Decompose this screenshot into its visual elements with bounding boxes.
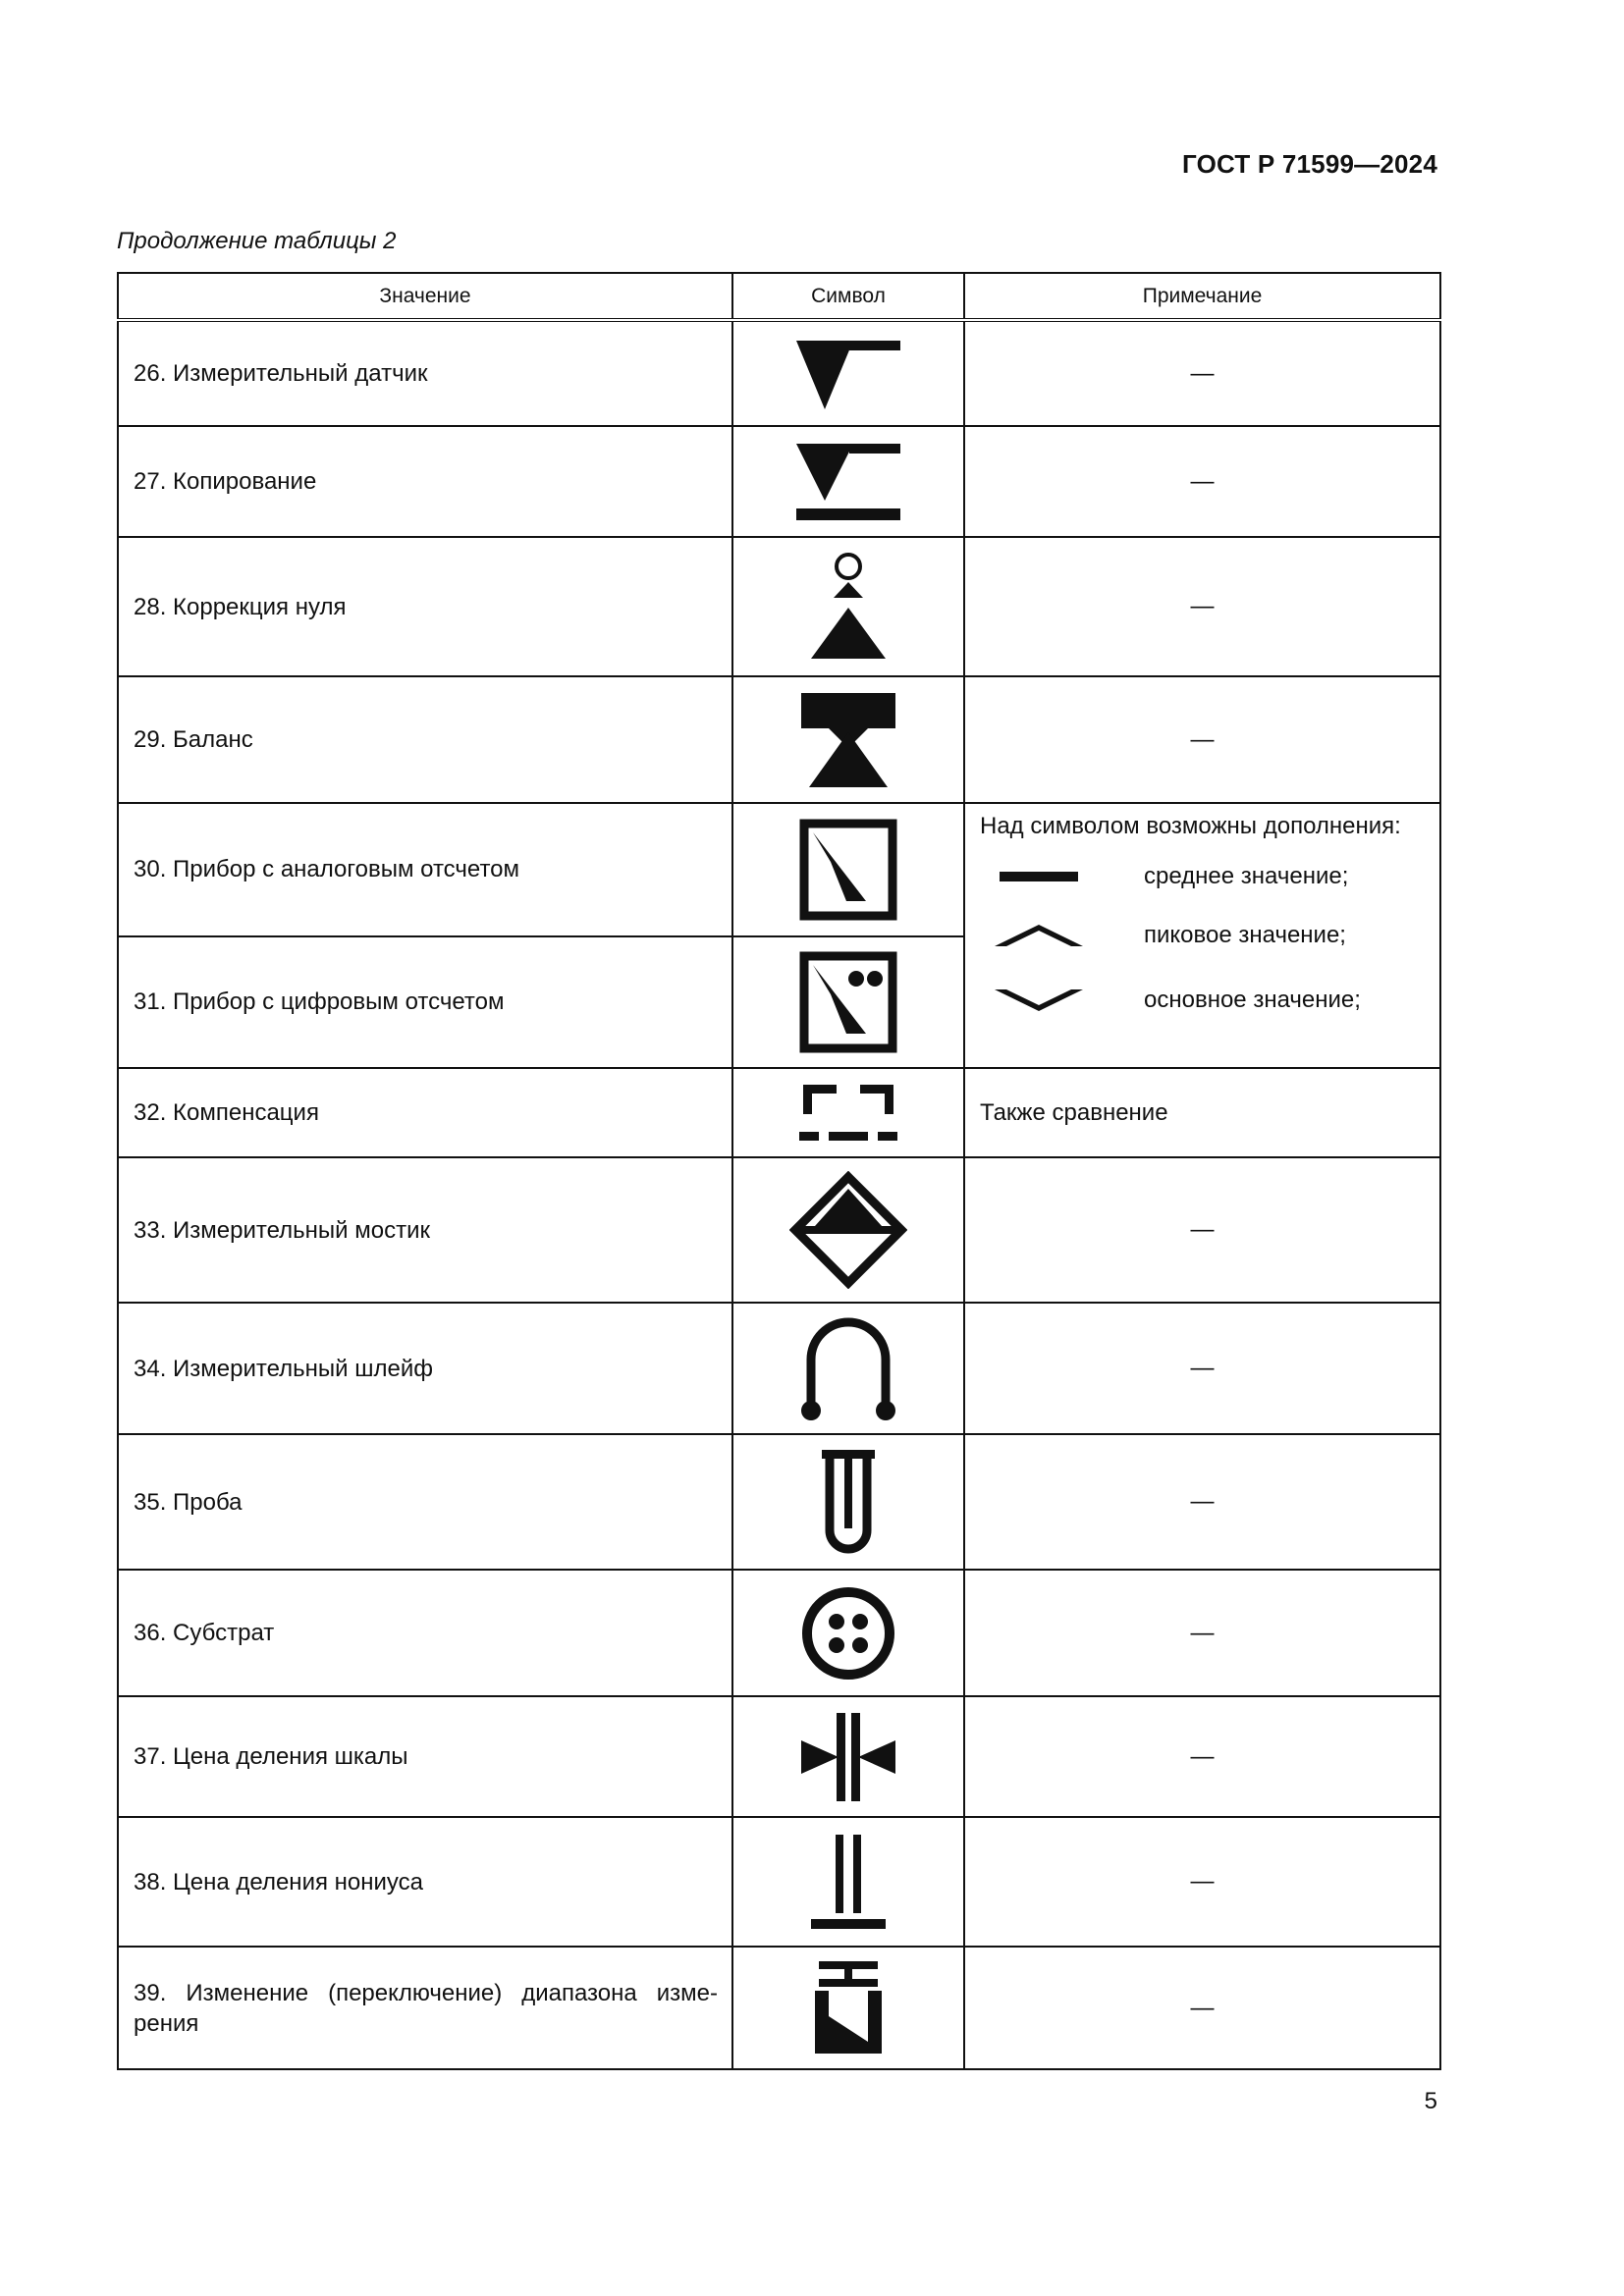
row-note: — (964, 676, 1440, 803)
row-name: 35. Проба (118, 1434, 732, 1570)
row-note: Также сравнение (964, 1068, 1440, 1157)
row-name: 30. Прибор с аналоговым отсчетом (118, 803, 732, 936)
row-name: 38. Цена деления нониуса (118, 1817, 732, 1947)
row-name: 27. Копирование (118, 426, 732, 537)
substrate-icon (799, 1584, 897, 1682)
row-note: — (964, 1817, 1440, 1947)
modifier-label: основное значение; (1144, 987, 1361, 1013)
modifier-item (965, 863, 1348, 890)
row-name: 34. Измерительный шлейф (118, 1303, 732, 1434)
row-name: 29. Баланс (118, 676, 732, 803)
document-code: ГОСТ Р 71599—2024 (1182, 149, 1437, 179)
table-row (118, 803, 1440, 936)
measuring-sensor-icon (794, 337, 902, 411)
row-name: 36. Субстрат (118, 1570, 732, 1696)
modifier-item (965, 922, 1346, 949)
row-name: 32. Компенсация (118, 1068, 732, 1157)
copying-icon (794, 442, 902, 522)
symbols-table (117, 272, 1441, 2070)
row-note: — (964, 1570, 1440, 1696)
table-row (118, 320, 1440, 426)
row-note: — (964, 1303, 1440, 1434)
range-switch-icon (809, 1959, 888, 2057)
modifier-label: пиковое значение; (1144, 922, 1346, 948)
caret-up-icon (993, 923, 1085, 948)
row-note: — (964, 537, 1440, 676)
page-number: 5 (1424, 2088, 1437, 2114)
shared-note-title: Над символом возможны дополнения: (980, 813, 1401, 839)
table-header-row (118, 273, 1440, 320)
caret-down-icon (993, 988, 1085, 1013)
row-note: — (964, 320, 1440, 426)
row-name: 26. Измерительный датчик (118, 320, 732, 426)
table-row (118, 1947, 1440, 2069)
row-name: 31. Прибор с цифровым отсчетом (118, 936, 732, 1069)
table-row (118, 1157, 1440, 1303)
table-row (118, 426, 1440, 537)
row-note: — (964, 1696, 1440, 1817)
balance-icon (799, 691, 897, 789)
table-row (118, 1817, 1440, 1947)
table-caption: Продолжение таблицы 2 (117, 228, 397, 254)
column-header-symbol: Символ (732, 273, 964, 320)
column-header-meaning: Значение (118, 273, 732, 320)
row-note: — (964, 1947, 1440, 2069)
table-row (118, 676, 1440, 803)
zero-correction-icon (804, 553, 893, 661)
bar-icon (998, 870, 1080, 883)
table-row (118, 537, 1440, 676)
row-name: 39. Изменение (переключение) диапазона изме-рения (118, 1947, 732, 2069)
table-row (118, 1068, 1440, 1157)
sample-icon (816, 1448, 881, 1556)
measuring-loop-icon (799, 1314, 897, 1422)
vernier-division-icon (807, 1833, 890, 1931)
modifier-item (965, 987, 1361, 1014)
row-note: — (964, 1434, 1440, 1570)
table-row (118, 1570, 1440, 1696)
row-name: 37. Цена деления шкалы (118, 1696, 732, 1817)
modifier-label: среднее значение; (1144, 863, 1349, 889)
row-name: 33. Измерительный мостик (118, 1157, 732, 1303)
table-row (118, 1434, 1440, 1570)
row-note: — (964, 1157, 1440, 1303)
row-name: 28. Коррекция нуля (118, 537, 732, 676)
table-row (118, 1696, 1440, 1817)
table-row (118, 1303, 1440, 1434)
measuring-bridge-icon (789, 1171, 907, 1289)
scale-division-icon (799, 1711, 897, 1803)
row-note: — (964, 426, 1440, 537)
compensation-icon (797, 1083, 899, 1144)
digital-instrument-icon (799, 951, 897, 1053)
analog-instrument-icon (799, 819, 897, 921)
column-header-note: Примечание (964, 273, 1440, 320)
shared-note-cell (964, 803, 1440, 1068)
